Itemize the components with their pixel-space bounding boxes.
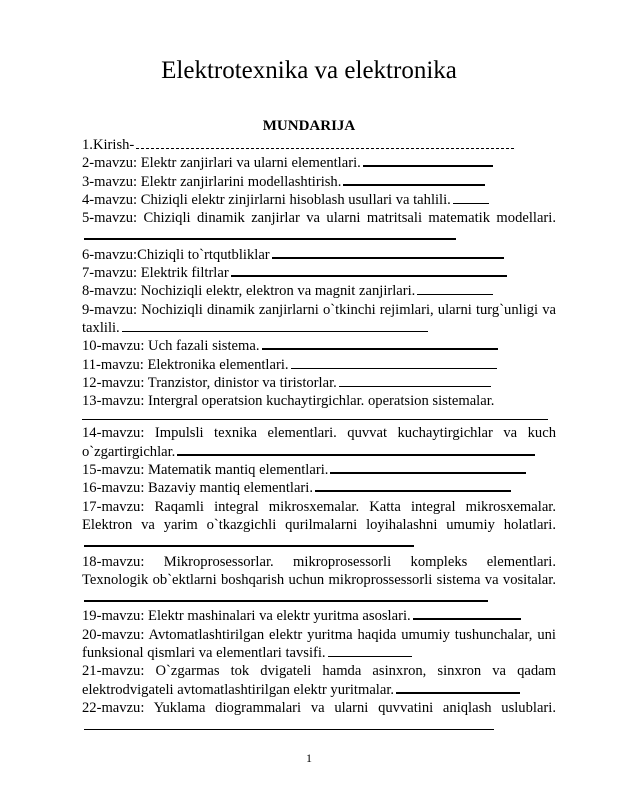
toc-entry-text: 15-mavzu: Matematik mantiq elementlari. bbox=[82, 462, 329, 479]
toc-entry-text: 16-mavzu: Bazaviy mantiq elementlari. bbox=[82, 480, 313, 497]
toc-entry bbox=[82, 154, 556, 172]
toc-entry bbox=[82, 699, 556, 736]
toc-entry-text: 3-mavzu: Elektr zanjirlarini modellashtirish. bbox=[82, 173, 342, 190]
fill-line bbox=[339, 386, 491, 387]
toc-entry-text: 14-mavzu: Impulsli texnika elementlari. quvvat kuchaytirgichlar va kuch o`zgartirgichlar. bbox=[82, 425, 556, 460]
toc-entry-text: 5-mavzu: Chiziqli dinamik zanjirlar va ularni matritsali matematik modellari. bbox=[82, 210, 556, 227]
toc-entry-text: 19-mavzu: Elektr mashinalari va elektr yuritma asoslari. bbox=[82, 608, 411, 625]
fill-line bbox=[84, 729, 494, 730]
toc-entry-text: 2-mavzu: Elektr zanjirlari va ularni elementlari. bbox=[82, 155, 361, 172]
toc-entry-text: 12-mavzu: Tranzistor, dinistor va tiristorlar. bbox=[82, 374, 337, 391]
toc-entry bbox=[82, 662, 556, 699]
fill-line bbox=[84, 545, 414, 547]
toc-entry-text: 1.Kirish- bbox=[82, 137, 135, 153]
fill-line bbox=[328, 656, 412, 657]
fill-line bbox=[82, 419, 548, 420]
toc-entry bbox=[82, 626, 556, 663]
toc-entry-text: 6-mavzu:Chiziqli to`rtqutbliklar bbox=[82, 246, 270, 263]
toc-entry bbox=[82, 374, 556, 392]
toc-entry-text: 11-mavzu: Elektronika elementlari. bbox=[82, 356, 289, 373]
fill-line bbox=[413, 618, 521, 620]
toc-entry-text: 20-mavzu: Avtomatlashtirilgan elektr yuritma haqida umumiy tushunchalar, uni funksional qismlari va elementlari tavsifi. bbox=[82, 626, 556, 662]
toc-entry bbox=[82, 479, 556, 497]
toc-entry bbox=[82, 356, 556, 374]
toc-entry bbox=[82, 209, 556, 246]
fill-line bbox=[343, 184, 485, 186]
fill-line bbox=[330, 472, 526, 474]
toc-entry bbox=[82, 301, 556, 338]
fill-line bbox=[122, 331, 428, 332]
fill-line bbox=[231, 275, 507, 277]
toc-entry-text: 7-mavzu: Elektrik filtrlar bbox=[82, 265, 229, 282]
document-title: Elektrotexnika va elektronika bbox=[161, 57, 457, 84]
fill-line bbox=[363, 165, 493, 167]
toc-entry-text: 17-mavzu: Raqamli integral mikrosxemalar. Katta integral mikrosxemalar. Elektron va yarim o`tkazgichli qurilmalarni loyihalashni umumiy holatlari. bbox=[82, 498, 556, 533]
fill-line bbox=[417, 294, 493, 295]
fill-line bbox=[315, 490, 511, 492]
toc-entry bbox=[82, 337, 556, 355]
fill-line bbox=[453, 203, 489, 204]
toc-entry bbox=[82, 553, 556, 608]
fill-line bbox=[136, 148, 514, 149]
fill-line bbox=[272, 257, 504, 259]
toc-entry bbox=[82, 191, 556, 209]
toc-entry bbox=[82, 498, 556, 553]
fill-line bbox=[291, 368, 497, 369]
toc-entry bbox=[82, 173, 556, 191]
table-of-contents-heading: MUNDARIJA bbox=[262, 118, 356, 134]
toc-entry bbox=[82, 264, 556, 282]
fill-line bbox=[84, 600, 488, 602]
table-of-contents bbox=[82, 136, 556, 736]
toc-entry bbox=[82, 392, 556, 420]
fill-line bbox=[84, 238, 456, 240]
toc-entry bbox=[82, 424, 556, 461]
toc-entry-text: 10-mavzu: Uch fazali sistema. bbox=[82, 338, 260, 355]
toc-entry bbox=[82, 461, 556, 479]
toc-entry-text: 4-mavzu: Chiziqli elektr zinjirlarni hisoblash usullari va tahlili. bbox=[82, 191, 451, 208]
toc-entry bbox=[82, 136, 556, 154]
page-number: 1 bbox=[306, 751, 312, 765]
toc-entry-text: 13-mavzu: Intergral operatsion kuchaytirgichlar. operatsion sistemalar. bbox=[82, 393, 495, 410]
fill-line bbox=[396, 692, 520, 694]
toc-entry-text: 21-mavzu: O`zgarmas tok dvigateli hamda asinxron, sinxron va qadam elektrodvigateli avtomatlashtirilgan elektr yuritmalar. bbox=[82, 663, 556, 698]
fill-line bbox=[177, 454, 535, 456]
fill-line bbox=[262, 348, 498, 350]
toc-entry-text: 8-mavzu: Nochiziqli elektr, elektron va magnit zanjirlari. bbox=[82, 283, 416, 300]
toc-entry-text: 18-mavzu: Mikroprosessorlar. mikroprosessorli kompleks elementlari. Texnologik ob`ektlarni boshqarish uchun mikroprossessorli sistema va vositalar. bbox=[82, 553, 556, 588]
toc-entry bbox=[82, 607, 556, 625]
toc-entry-text: 9-mavzu: Nochiziqli dinamik zanjirlarni o`tkinchi rejimlari, ularni turg`unligi va taxlili. bbox=[82, 301, 556, 336]
toc-entry bbox=[82, 246, 556, 264]
toc-entry-text: 22-mavzu: Yuklama diogrammalari va ularni quvvatini aniqlash uslublari. bbox=[82, 699, 556, 716]
toc-entry bbox=[82, 282, 556, 300]
